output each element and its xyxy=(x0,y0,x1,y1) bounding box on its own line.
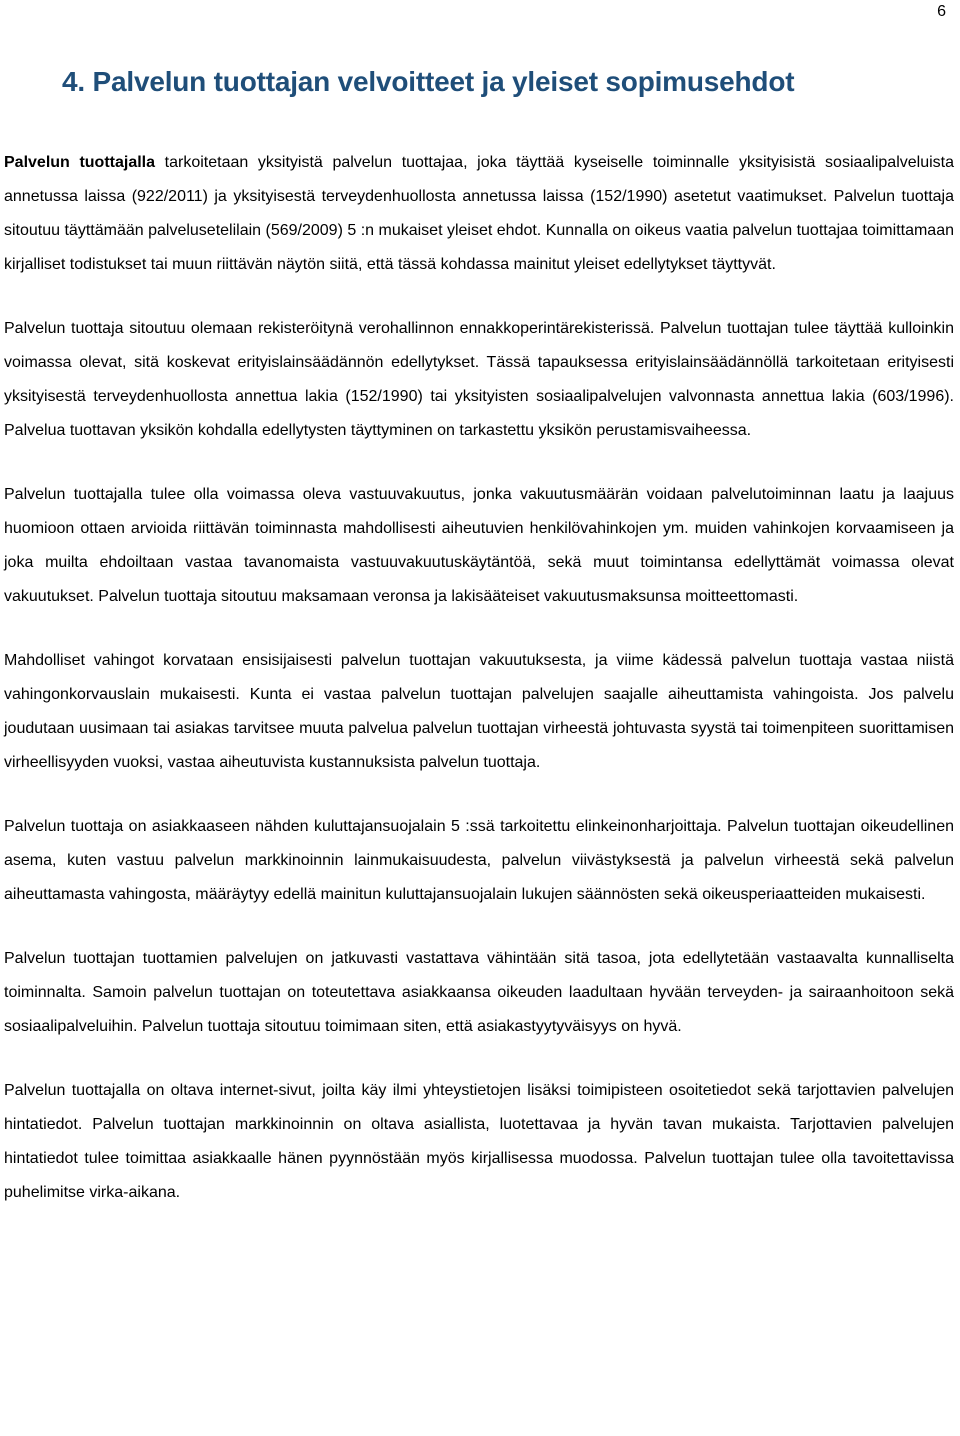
paragraph: Palvelun tuottajan tuottamien palvelujen on jatkuvasti vastattava vähintään sitä tasoa, jota edellytetään vastaavalta kunnalliselta toiminnalta. Samoin palvelun tuottajan on toteutettava asiakkaansa oikeuden laadultaan hyvään terveyden- ja sairaanhoitoon sekä sosiaalipalveluihin. Palvelun tuottaja sitoutuu toimimaan siten, että asiakastyytyväisyys on hyvä. xyxy=(4,950,954,1035)
paragraph: Palvelun tuottajalla on oltava internet-sivut, joilta käy ilmi yhteystietojen lisäksi toimipisteen osoitetiedot sekä tarjottavien palvelujen hintatiedot. Palvelun tuottajan markkinoinnin on oltava asiallista, luotettavaa ja hyvän tavan mukaista. Tarjottavien palvelujen hintatiedot tulee toimittaa asiakkaalle hänen pyynnöstään myös kirjallisessa muodossa. Palvelun tuottajan tulee olla tavoitettavissa puhelimitse virka-aikana. xyxy=(4,1082,954,1201)
paragraph: Palvelun tuottajalla tulee olla voimassa oleva vastuuvakuutus, jonka vakuutusmäärän voidaan palvelutoiminnan laatu ja laajuus huomioon ottaen arvioida riittävän toiminnasta mahdollisesti aiheutuvien henkilövahinkojen ym. muiden vahinkojen korvaamiseen ja joka muilta ehdoiltaan vastaa tavanomaista vastuuvakuutuskäytäntöä, sekä muut toimintansa edellyttämät voimassa olevat vakuutukset. Palvelun tuottaja sitoutuu maksamaan veronsa ja lakisääteiset vakuutusmaksunsa moitteettomasti. xyxy=(4,486,954,605)
paragraph-intro-text: tarkoitetaan yksityistä palvelun tuottajaa, joka täyttää kyseiselle toiminnalle yksityisistä sosiaalipalveluista annetussa laissa (922/2011) ja yksityisestä terveydenhuollosta annetussa laissa (152/1990) asetetut vaatimukset. Palvelun tuottaja sitoutuu täyttämään palvelusetelilain (569/2009) 5 :n mukaiset yleiset ehdot. Kunnalla on oikeus vaatia palvelun tuottajaa toimittamaan kirjalliset todistukset tai muun riittävän näytön siitä, että tässä kohdassa mainitut yleiset edellytykset täyttyvät. xyxy=(4,154,955,273)
document-body xyxy=(4,146,954,1240)
paragraph-intro xyxy=(4,146,954,282)
paragraph: Palvelun tuottaja sitoutuu olemaan rekisteröitynä verohallinnon ennakkoperintärekisterissä. Palvelun tuottajan tulee täyttää kulloinkin voimassa olevat, sitä koskevat erityislainsäädännön edellytykset. Tässä tapauksessa erityislainsäädännöllä tarkoitetaan erityisesti yksityisestä terveydenhuollosta annettua lakia (152/1990) tai yksityisten sosiaalipalvelujen valvonnasta annettua lakia (603/1996). Palvelua tuottavan yksikön kohdalla edellytysten täyttyminen on tarkastettu yksikön perustamisvaiheessa. xyxy=(4,320,954,439)
defined-term: Palvelun tuottajalla xyxy=(4,154,156,171)
page-number: 6 xyxy=(937,3,946,20)
paragraph: Palvelun tuottaja on asiakkaaseen nähden kuluttajansuojalain 5 :ssä tarkoitettu elinkeinonharjoittaja. Palvelun tuottajan oikeudellinen asema, kuten vastuu palvelun markkinoinnin lainmukaisuudesta, palvelun viivästyksestä ja palvelun virheestä sekä palvelun aiheuttamasta vahingosta, määräytyy edellä mainitun kuluttajansuojalain lukujen säännösten sekä oikeusperiaatteiden mukaisesti. xyxy=(4,818,954,903)
section-heading: 4. Palvelun tuottajan velvoitteet ja yleiset sopimusehdot xyxy=(62,66,795,97)
paragraph: Mahdolliset vahingot korvataan ensisijaisesti palvelun tuottajan vakuutuksesta, ja viime kädessä palvelun tuottaja vastaa niistä vahingonkorvauslain mukaisesti. Kunta ei vastaa palvelun tuottajan palvelujen saajalle aiheuttamista vahingoista. Jos palvelu joudutaan uusimaan tai asiakas tarvitsee muuta palvelua palvelun tuottajan virheestä johtuvasta syystä tai toimenpiteen suorittamisen virheellisyyden vuoksi, vastaa aiheutuvista kustannuksista palvelun tuottaja. xyxy=(4,652,954,771)
